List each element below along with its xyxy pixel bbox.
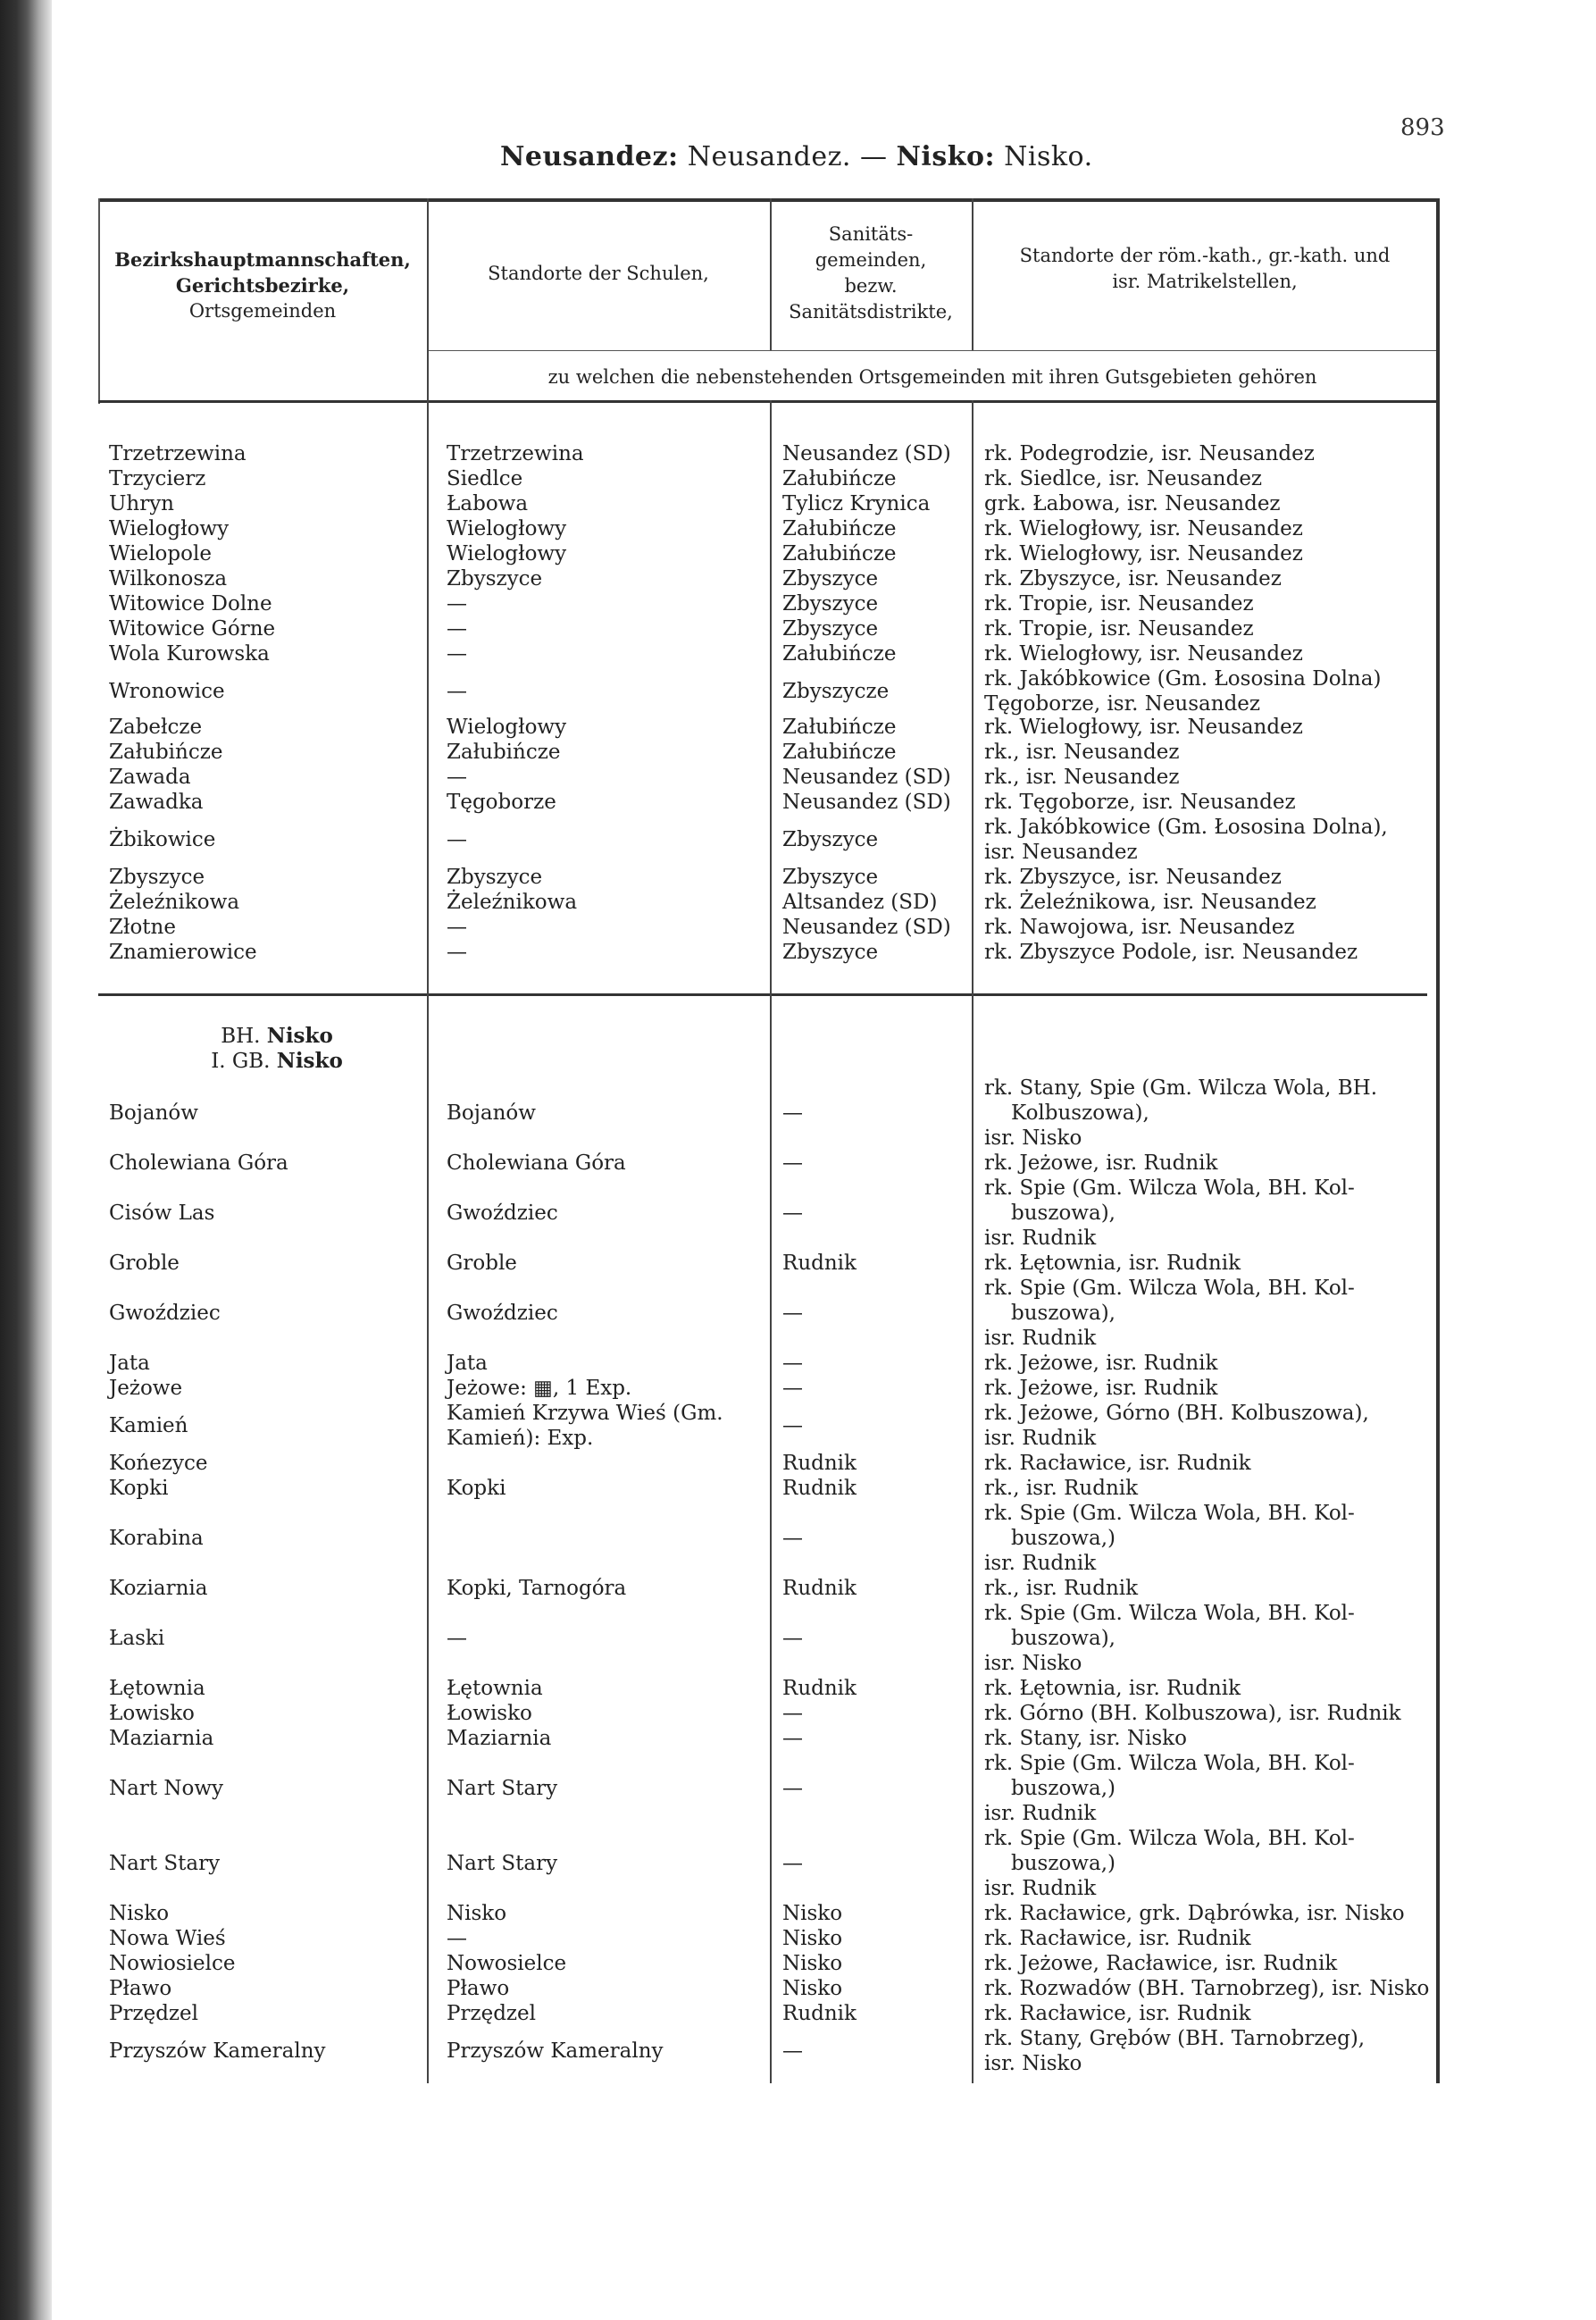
- table-row-parish: rk. Tęgoborze, isr. Neusandez: [984, 791, 1296, 814]
- table-row-sanitary: —: [782, 1777, 803, 1800]
- section-2-title-line-1: [143, 1024, 411, 1049]
- table-row-school: Gwoździec: [447, 1302, 558, 1325]
- table-row-school: Nowosielce: [447, 1952, 567, 1975]
- header-col-1-line-3: Ortsgemeinden: [188, 300, 337, 322]
- table-row-place: Trzycierz: [109, 467, 206, 490]
- table-row-school: Cholewiana Góra: [447, 1152, 626, 1175]
- table-row-school: Łowisko: [447, 1702, 532, 1725]
- header-col-1: [100, 247, 425, 324]
- table-row-parish-line-3: isr. Rudnik: [984, 1802, 1097, 1825]
- table-row-parish: rk. Łętownia, isr. Rudnik: [984, 1677, 1241, 1700]
- table-row-parish-line-2: buszowa),: [1011, 1202, 1116, 1225]
- table-row-place: Nisko: [109, 1902, 170, 1925]
- table-row-place: Łętownia: [109, 1677, 205, 1700]
- table-row-sanitary: —: [782, 1414, 803, 1437]
- table-row-sanitary: Zbyszyce: [782, 592, 879, 616]
- table-row-place: Żbikowice: [109, 828, 216, 851]
- table-row-school: —: [447, 642, 467, 666]
- section-2-title-1-pre: BH.: [221, 1025, 261, 1048]
- table-row-school: Pławo: [447, 1977, 510, 2000]
- table-row-place: Przyszów Kameralny: [109, 2039, 326, 2063]
- table-row-place: Jeżowe: [109, 1377, 183, 1400]
- table-row-parish-line-2: buszowa),: [1011, 1302, 1116, 1325]
- table-row-sanitary: Neusandez (SD): [782, 791, 951, 814]
- table-row-sanitary: Nisko: [782, 1952, 843, 1975]
- book-spine-shadow: [0, 0, 52, 2320]
- table-row-parish: rk. Siedlce, isr. Neusandez: [984, 467, 1263, 490]
- table-row-school: Przyszów Kameralny: [447, 2039, 664, 2063]
- table-row-place: Wielopole: [109, 542, 212, 565]
- running-head-b-bold: Nisko:: [896, 141, 996, 172]
- section-2-title-2-pre: I. GB.: [211, 1050, 271, 1073]
- table-row-sanitary: Załubińcze: [782, 467, 897, 490]
- running-head-a-rest: Neusandez. —: [687, 141, 888, 172]
- table-row-sanitary: Nisko: [782, 1927, 843, 1950]
- table-row-sanitary: Załubińcze: [782, 542, 897, 565]
- table-row-sanitary: Neusandez (SD): [782, 916, 951, 939]
- table-row-parish: grk. Łabowa, isr. Neusandez: [984, 492, 1281, 515]
- table-row-parish: rk. Nawojowa, isr. Neusandez: [984, 916, 1295, 939]
- table-row-parish-line-1: rk. Spie (Gm. Wilcza Wola, BH. Kol-: [984, 1827, 1355, 1850]
- table-row-place: Żeleźnikowa: [109, 891, 240, 914]
- table-row-parish-line-3: isr. Rudnik: [984, 1552, 1097, 1575]
- table-row-sanitary: Zbyszycze: [782, 680, 890, 703]
- table-row-school: Przędzel: [447, 2002, 537, 2025]
- table-row-parish-line-1: rk. Spie (Gm. Wilcza Wola, BH. Kol-: [984, 1752, 1355, 1775]
- table-row-place: Nart Nowy: [109, 1777, 224, 1800]
- header-col-3: [772, 222, 970, 325]
- table-row-place: Nowiosielce: [109, 1952, 236, 1975]
- table-row-parish: rk. Wielogłowy, isr. Neusandez: [984, 517, 1303, 540]
- table-row-school: —: [447, 680, 467, 703]
- table-row-school: Groble: [447, 1252, 517, 1275]
- table-row-parish: rk. Jeżowe, isr. Rudnik: [984, 1352, 1218, 1375]
- section-2-title-1-bold: Nisko: [266, 1024, 333, 1048]
- table-row-parish-line-3: isr. Nisko: [984, 1126, 1082, 1150]
- table-row-sanitary: Rudnik: [782, 1452, 856, 1475]
- table-row-parish-line-2: buszowa),: [1011, 1627, 1116, 1650]
- table-row-place: Witowice Górne: [109, 617, 276, 641]
- table-row-place: Wilkonosza: [109, 567, 228, 590]
- table-row-parish: rk. Jeżowe, isr. Rudnik: [984, 1377, 1218, 1400]
- table-row-parish-line-2: isr. Nisko: [984, 2052, 1082, 2075]
- table-row-sanitary: Załubińcze: [782, 741, 897, 764]
- table-row-parish: rk., isr. Neusandez: [984, 766, 1180, 789]
- table-row-school-line-1: Kamień Krzywa Wieś (Gm.: [447, 1402, 723, 1425]
- table-row-school: Łętownia: [447, 1677, 543, 1700]
- table-row-place: Kopki: [109, 1477, 169, 1500]
- table-row-sanitary: —: [782, 1202, 803, 1225]
- table-row-school: Nart Stary: [447, 1777, 558, 1800]
- table-row-place: Uhryn: [109, 492, 174, 515]
- table-row-parish: rk., isr. Rudnik: [984, 1577, 1139, 1600]
- table-row-sanitary: Zbyszyce: [782, 941, 879, 964]
- table-row-place: Zabełcze: [109, 716, 203, 739]
- table-row-school: Kopki, Tarnogóra: [447, 1577, 627, 1600]
- running-head-b-rest: Nisko.: [1004, 141, 1093, 172]
- table-row-sanitary: —: [782, 1527, 803, 1550]
- page-number: 893: [1400, 114, 1445, 141]
- table-row-sanitary: Nisko: [782, 1977, 843, 2000]
- table-row-school: Żeleźnikowa: [447, 891, 578, 914]
- table-row-place: Cholewiana Góra: [109, 1152, 288, 1175]
- table-row-place: Jata: [109, 1352, 150, 1375]
- table-row-parish: rk. Wielogłowy, isr. Neusandez: [984, 542, 1303, 565]
- table-row-parish: rk., isr. Rudnik: [984, 1477, 1139, 1500]
- table-row-parish: rk. Zbyszyce Podole, isr. Neusandez: [984, 941, 1358, 964]
- header-bottom-rule: [98, 400, 1438, 403]
- table-row-parish-line-2: Kolbuszowa),: [1011, 1101, 1149, 1125]
- table-row-parish: rk. Racławice, isr. Rudnik: [984, 1927, 1251, 1950]
- table-row-place: Nowa Wieś: [109, 1927, 226, 1950]
- table-row-parish-line-1: rk. Spie (Gm. Wilcza Wola, BH. Kol-: [984, 1502, 1355, 1525]
- header-col-1-line-1: Bezirkshauptmannschaften,: [114, 248, 411, 271]
- table-row-place: Groble: [109, 1252, 180, 1275]
- table-row-sanitary: Zbyszyce: [782, 567, 879, 590]
- table-row-parish: rk. Racławice, grk. Dąbrówka, isr. Nisko: [984, 1902, 1405, 1925]
- table-row-school: —: [447, 617, 467, 641]
- table-row-school: —: [447, 941, 467, 964]
- table-row-place: Załubińcze: [109, 741, 223, 764]
- table-row-school: —: [447, 592, 467, 616]
- table-row-school: Zbyszyce: [447, 866, 543, 889]
- table-row-parish: rk. Tropie, isr. Neusandez: [984, 592, 1254, 616]
- table-row-place: Łaski: [109, 1627, 165, 1650]
- table-row-place: Końezyce: [109, 1452, 208, 1475]
- table-row-sanitary: Rudnik: [782, 1252, 856, 1275]
- header-col-3-line-2: gemeinden,: [815, 249, 927, 271]
- table-row-place: Pławo: [109, 1977, 172, 2000]
- table-row-parish-line-2: isr. Neusandez: [984, 841, 1138, 864]
- table-row-place: Korabina: [109, 1527, 204, 1550]
- table-row-place: Cisów Las: [109, 1202, 215, 1225]
- table-row-place: Gwoździec: [109, 1302, 221, 1325]
- table-row-sanitary: —: [782, 1627, 803, 1650]
- table-row-parish: rk. Górno (BH. Kolbuszowa), isr. Rudnik: [984, 1702, 1401, 1725]
- table-row-sanitary: Altsandez (SD): [782, 891, 938, 914]
- table-row-place: Zawadka: [109, 791, 204, 814]
- table-row-school: —: [447, 916, 467, 939]
- table-row-parish: rk. Jeżowe, Racławice, isr. Rudnik: [984, 1952, 1338, 1975]
- table-row-parish-line-3: isr. Rudnik: [984, 1877, 1097, 1900]
- column-rule-3: [972, 400, 973, 2083]
- table-row-school: Siedlce: [447, 467, 523, 490]
- table-row-parish-line-3: isr. Nisko: [984, 1652, 1082, 1675]
- table-row-place: Bojanów: [109, 1101, 198, 1125]
- table-row-sanitary: —: [782, 1702, 803, 1725]
- table-row-place: Witowice Dolne: [109, 592, 272, 616]
- table-row-school: Maziarnia: [447, 1727, 552, 1750]
- table-row-place: Zbyszyce: [109, 866, 205, 889]
- table-row-parish: rk. Wielogłowy, isr. Neusandez: [984, 642, 1303, 666]
- table-row-parish-line-2: buszowa,): [1011, 1777, 1116, 1800]
- table-row-sanitary: —: [782, 1152, 803, 1175]
- table-row-parish: rk. Podegrodzie, isr. Neusandez: [984, 442, 1315, 465]
- table-row-school: —: [447, 1627, 467, 1650]
- table-row-place: Koziarnia: [109, 1577, 208, 1600]
- table-row-parish-line-2: buszowa,): [1011, 1852, 1116, 1875]
- table-row-sanitary: Zbyszyce: [782, 866, 879, 889]
- table-row-place: Przędzel: [109, 2002, 199, 2025]
- table-row-parish-line-2: isr. Rudnik: [984, 1427, 1097, 1450]
- table-row-sanitary: Neusandez (SD): [782, 766, 951, 789]
- header-col-3-line-1: Sanitäts-: [828, 223, 914, 245]
- table-row-school: Wielogłowy: [447, 716, 567, 739]
- table-row-sanitary: Rudnik: [782, 1577, 856, 1600]
- table-row-school: Tęgoborze: [447, 791, 556, 814]
- table-row-sanitary: Nisko: [782, 1902, 843, 1925]
- table-row-sanitary: —: [782, 1377, 803, 1400]
- table-row-sanitary: Załubińcze: [782, 716, 897, 739]
- table-row-place: Trzetrzewina: [109, 442, 247, 465]
- table-row-school: —: [447, 1927, 467, 1950]
- table-row-sanitary: —: [782, 2039, 803, 2063]
- table-row-parish-line-1: rk. Jeżowe, Górno (BH. Kolbuszowa),: [984, 1402, 1369, 1425]
- table-row-school: Trzetrzewina: [447, 442, 584, 465]
- table-row-sanitary: Rudnik: [782, 2002, 856, 2025]
- table-row-parish: rk. Jeżowe, isr. Rudnik: [984, 1152, 1218, 1175]
- table-row-sanitary: Rudnik: [782, 1677, 856, 1700]
- table-row-parish: rk., isr. Neusandez: [984, 741, 1180, 764]
- table-row-parish: rk. Wielogłowy, isr. Neusandez: [984, 716, 1303, 739]
- table-row-sanitary: Załubińcze: [782, 517, 897, 540]
- table-row-place: Wielogłowy: [109, 517, 230, 540]
- column-rule-2: [770, 400, 772, 2083]
- table-row-parish-line-1: rk. Stany, Spie (Gm. Wilcza Wola, BH.: [984, 1076, 1378, 1100]
- table-row-parish-line-1: rk. Jakóbkowice (Gm. Łososina Dolna): [984, 667, 1382, 691]
- table-row-place: Kamień: [109, 1414, 188, 1437]
- table-row-parish: rk. Rozwadów (BH. Tarnobrzeg), isr. Nisko: [984, 1977, 1430, 2000]
- section-2-title-line-2: [143, 1049, 411, 1074]
- header-col-3-line-3: bezw.: [844, 275, 898, 297]
- table-row-place: Zawada: [109, 766, 191, 789]
- table-row-sanitary: —: [782, 1727, 803, 1750]
- table-row-parish-line-1: rk. Stany, Grębów (BH. Tarnobrzeg),: [984, 2027, 1366, 2050]
- table-row-place: Wola Kurowska: [109, 642, 270, 666]
- header-col-4-line-1: Standorte der röm.-kath., gr.-kath. und: [1019, 245, 1391, 266]
- table-row-sanitary: —: [782, 1352, 803, 1375]
- header-col-2: Standorte der Schulen,: [488, 263, 709, 284]
- table-row-place: Maziarnia: [109, 1727, 214, 1750]
- table-row-parish: rk. Łętownia, isr. Rudnik: [984, 1252, 1241, 1275]
- table-row-place: Złotne: [109, 916, 176, 939]
- header-sub-rule: [427, 350, 1436, 351]
- table-row-school: Łabowa: [447, 492, 529, 515]
- table-row-parish: rk. Tropie, isr. Neusandez: [984, 617, 1254, 641]
- table-row-parish-line-1: rk. Spie (Gm. Wilcza Wola, BH. Kol-: [984, 1177, 1355, 1200]
- header-col-4: [973, 243, 1436, 295]
- table-row-sanitary: Zbyszyce: [782, 828, 879, 851]
- table-row-parish-line-1: rk. Jakóbkowice (Gm. Łososina Dolna),: [984, 816, 1388, 839]
- table-top-rule: [98, 198, 1440, 202]
- table-row-parish-line-2: buszowa,): [1011, 1527, 1116, 1550]
- table-row-school: Jata: [447, 1352, 488, 1375]
- table-row-school: Załubińcze: [447, 741, 561, 764]
- table-row-sanitary: Zbyszyce: [782, 617, 879, 641]
- table-row-place: Łowisko: [109, 1702, 195, 1725]
- table-row-sanitary: —: [782, 1852, 803, 1875]
- table-row-parish-line-3: isr. Rudnik: [984, 1227, 1097, 1250]
- table-row-place: Wronowice: [109, 680, 225, 703]
- table-row-school: Nisko: [447, 1902, 507, 1925]
- table-row-parish-line-1: rk. Spie (Gm. Wilcza Wola, BH. Kol-: [984, 1602, 1355, 1625]
- table-row-parish: rk. Zbyszyce, isr. Neusandez: [984, 567, 1282, 590]
- table-row-sanitary: —: [782, 1302, 803, 1325]
- table-row-school: Jeżowe: ▦, 1 Exp.: [447, 1377, 632, 1400]
- table-row-parish: rk. Żeleźnikowa, isr. Neusandez: [984, 891, 1316, 914]
- table-row-parish: rk. Stany, isr. Nisko: [984, 1727, 1187, 1750]
- section-2-title-2-bold: Nisko: [276, 1049, 343, 1073]
- header-col-3-line-4: Sanitätsdistrikte,: [789, 301, 953, 322]
- table-row-sanitary: Załubińcze: [782, 642, 897, 666]
- column-rule-1: [427, 198, 429, 2083]
- table-row-place: Nart Stary: [109, 1852, 221, 1875]
- table-row-parish: rk. Racławice, isr. Rudnik: [984, 1452, 1251, 1475]
- table-row-school: Wielogłowy: [447, 517, 567, 540]
- header-subheader: zu welchen die nebenstehenden Ortsgemeinden mit ihren Gutsgebieten gehören: [547, 366, 1317, 388]
- table-row-parish: rk. Racławice, isr. Rudnik: [984, 2002, 1251, 2025]
- running-head-a-bold: Neusandez:: [500, 141, 679, 172]
- table-row-place: Znamierowice: [109, 941, 257, 964]
- table-row-sanitary: Tylicz Krynica: [782, 492, 931, 515]
- table-row-school-line-2: Kamień): Exp.: [447, 1427, 594, 1450]
- header-col-1-line-2: Gerichtsbezirke,: [175, 274, 350, 297]
- table-row-sanitary: —: [782, 1101, 803, 1125]
- table-row-school: —: [447, 766, 467, 789]
- table-row-school: Bojanów: [447, 1101, 536, 1125]
- table-row-school: Kopki: [447, 1477, 506, 1500]
- table-row-parish: rk. Zbyszyce, isr. Neusandez: [984, 866, 1282, 889]
- table-row-sanitary: Neusandez (SD): [782, 442, 951, 465]
- table-row-parish-line-3: isr. Rudnik: [984, 1327, 1097, 1350]
- table-row-parish-line-2: Tęgoborze, isr. Neusandez: [984, 692, 1261, 716]
- header-col-4-line-2: isr. Matrikelstellen,: [1112, 271, 1298, 292]
- table-row-school: Wielogłowy: [447, 542, 567, 565]
- table-row-school: —: [447, 828, 467, 851]
- table-row-school: Nart Stary: [447, 1852, 558, 1875]
- table-row-school: Gwoździec: [447, 1202, 558, 1225]
- table-row-parish-line-1: rk. Spie (Gm. Wilcza Wola, BH. Kol-: [984, 1277, 1355, 1300]
- section-divider-rule: [98, 993, 1427, 996]
- table-row-sanitary: Rudnik: [782, 1477, 856, 1500]
- running-head: [500, 141, 1093, 172]
- table-row-school: Zbyszyce: [447, 567, 543, 590]
